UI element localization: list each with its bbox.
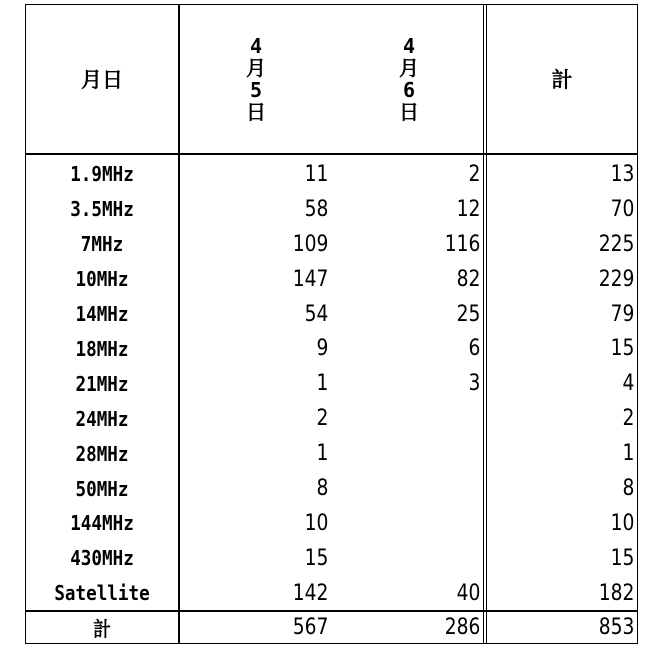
header-total: 計 (551, 68, 573, 92)
totals-apr6: 286 (444, 615, 481, 640)
count-total: 15 (610, 545, 635, 571)
band-label: Satellite (54, 581, 150, 606)
count-total: 182 (598, 580, 635, 606)
count-total: 225 (598, 231, 635, 257)
band-label: 7MHz (80, 232, 124, 257)
count-apr5: 109 (292, 231, 329, 257)
band-label: 50MHz (75, 476, 129, 501)
band-label: 14MHz (75, 302, 129, 327)
count-apr5: 142 (292, 580, 329, 606)
band-label: 21MHz (75, 371, 129, 396)
count-total: 70 (610, 196, 635, 222)
count-apr6: 2 (468, 161, 481, 187)
count-total: 13 (610, 161, 635, 187)
header-date-apr5-char: 5 (249, 78, 263, 102)
count-apr5: 8 (316, 476, 329, 502)
count-apr6 (354, 436, 483, 471)
count-total: 8 (622, 476, 635, 502)
band-label: 18MHz (75, 336, 129, 361)
band-label: 1.9MHz (70, 162, 134, 187)
header-date-apr6 (359, 5, 459, 153)
count-total: 2 (622, 406, 635, 432)
band-label: 144MHz (70, 511, 134, 536)
band-label: 24MHz (75, 406, 129, 431)
count-apr6 (354, 401, 483, 436)
header-date-apr6-char: 日 (399, 100, 419, 124)
count-total: 15 (610, 336, 635, 362)
count-apr5: 9 (316, 336, 329, 362)
count-apr5: 11 (304, 161, 329, 187)
count-total: 1 (622, 441, 635, 467)
header-date-apr5-char: 4 (249, 34, 263, 58)
band-label: 10MHz (75, 267, 129, 292)
count-apr6: 6 (468, 336, 481, 362)
count-apr6 (354, 541, 483, 576)
count-apr5: 54 (304, 301, 329, 327)
count-total: 10 (610, 510, 635, 536)
header-date-apr5 (206, 5, 306, 153)
count-apr6: 40 (456, 580, 481, 606)
count-apr6: 25 (456, 301, 481, 327)
count-apr6 (354, 506, 483, 541)
count-apr5: 2 (316, 406, 329, 432)
band-count-table (25, 4, 638, 644)
count-apr5: 1 (316, 371, 329, 397)
header-date-apr5-char: 月 (246, 56, 266, 80)
band-label: 430MHz (70, 546, 134, 571)
count-total: 79 (610, 301, 635, 327)
count-apr5: 58 (304, 196, 329, 222)
count-apr5: 15 (304, 545, 329, 571)
header-date-apr6-char: 6 (402, 78, 416, 102)
band-label: 28MHz (75, 441, 129, 466)
band-label: 3.5MHz (70, 197, 134, 222)
totals-label: 計 (93, 617, 111, 641)
header-date-label: 月日 (81, 68, 123, 92)
totals-grand: 853 (598, 615, 635, 640)
count-apr5: 10 (304, 510, 329, 536)
count-total: 4 (622, 371, 635, 397)
count-apr6: 12 (456, 196, 481, 222)
count-apr5: 147 (292, 266, 329, 292)
header-date-apr5-char: 日 (246, 100, 266, 124)
count-apr6: 82 (456, 266, 481, 292)
count-apr6 (354, 471, 483, 506)
count-apr6: 116 (444, 231, 481, 257)
header-date-apr6-char: 4 (402, 34, 416, 58)
header-divider (26, 153, 637, 155)
column-divider (178, 5, 180, 643)
totals-apr5: 567 (292, 615, 329, 640)
count-apr6: 3 (468, 371, 481, 397)
count-apr5: 1 (316, 441, 329, 467)
header-date-apr6-char: 月 (399, 56, 419, 80)
count-total: 229 (598, 266, 635, 292)
